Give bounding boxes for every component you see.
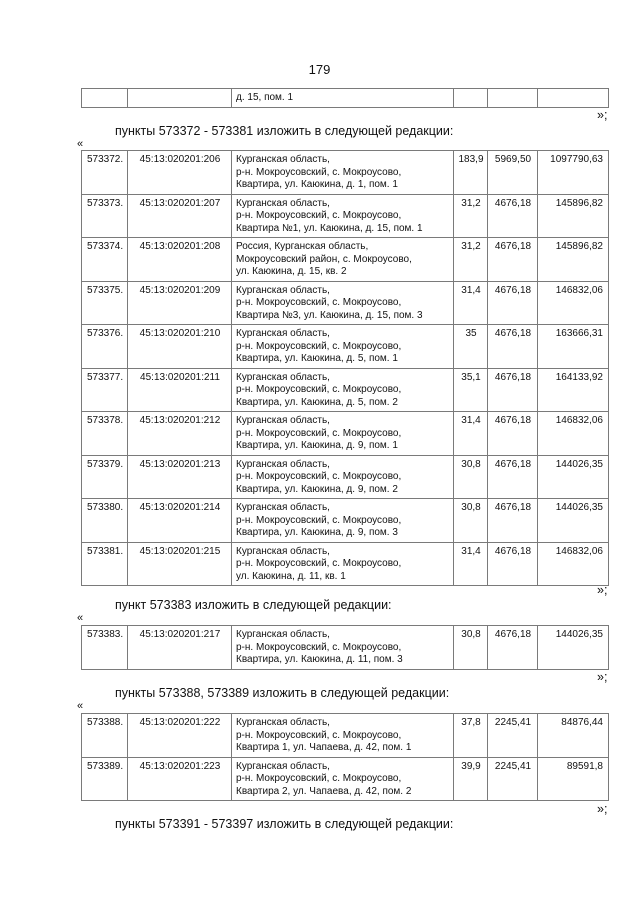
rate-cell: 4676,18 — [488, 542, 538, 586]
close-quote: »; — [597, 802, 608, 816]
section-instruction: пункты 573391 - 573397 изложить в следующей редакции: — [115, 817, 454, 831]
table-row — [82, 714, 609, 758]
section-instruction: пункты 573388, 573389 изложить в следующей редакции: — [115, 686, 450, 700]
cadastral-value-cell: 146832,06 — [538, 412, 609, 456]
item-number-cell: 573375. — [82, 281, 128, 325]
address-cell: Курганская область, р-н. Мокроусовский, с. Мокроусово, Квартира 2, ул. Чапаева, д. 42, пом. 2 — [232, 757, 454, 801]
cadastral-number-cell: 45:13:020201:206 — [128, 151, 232, 195]
area-cell: 31,2 — [454, 194, 488, 238]
rate-cell: 4676,18 — [488, 368, 538, 412]
cadastral-number-cell: 45:13:020201:213 — [128, 455, 232, 499]
rate-cell: 4676,18 — [488, 412, 538, 456]
address-cell: Россия, Курганская область, Мокроусовский район, с. Мокроусово, ул. Каюкина, д. 15, кв. 2 — [232, 238, 454, 282]
open-quote: « — [77, 612, 84, 624]
rate-cell: 4676,18 — [488, 455, 538, 499]
area-cell: 31,2 — [454, 238, 488, 282]
cadastral-value-cell: 163666,31 — [538, 325, 609, 369]
address-cell: Курганская область, р-н. Мокроусовский, с. Мокроусово, ул. Каюкина, д. 11, кв. 1 — [232, 542, 454, 586]
address-cell: Курганская область, р-н. Мокроусовский, с. Мокроусово, Квартира №3, ул. Каюкина, д. 15, пом. 3 — [232, 281, 454, 325]
item-number-cell: 573383. — [82, 626, 128, 670]
rate-cell: 4676,18 — [488, 626, 538, 670]
cadastral-number-cell: 45:13:020201:215 — [128, 542, 232, 586]
item-number-cell: 573372. — [82, 151, 128, 195]
rate-cell: 4676,18 — [488, 499, 538, 543]
cadastral-number-cell: 45:13:020201:210 — [128, 325, 232, 369]
address-cell: Курганская область, р-н. Мокроусовский, с. Мокроусово, Квартира №1, ул. Каюкина, д. 15, пом. 1 — [232, 194, 454, 238]
cadastral-table — [81, 713, 609, 801]
cadastral-number-cell: 45:13:020201:214 — [128, 499, 232, 543]
item-number-cell: 573377. — [82, 368, 128, 412]
table-row — [82, 542, 609, 586]
cadastral-number-cell: 45:13:020201:217 — [128, 626, 232, 670]
area-cell: 30,8 — [454, 626, 488, 670]
table-row — [82, 412, 609, 456]
area-cell: 30,8 — [454, 499, 488, 543]
rate-cell: 4676,18 — [488, 194, 538, 238]
item-number-cell: 573388. — [82, 714, 128, 758]
rate-cell: 4676,18 — [488, 325, 538, 369]
cadastral-value-cell: 144026,35 — [538, 455, 609, 499]
address-cell: Курганская область, р-н. Мокроусовский, с. Мокроусово, Квартира, ул. Каюкина, д. 9, пом. 2 — [232, 455, 454, 499]
item-number-cell: 573374. — [82, 238, 128, 282]
table-row — [82, 194, 609, 238]
item-number-cell: 573373. — [82, 194, 128, 238]
address-cell: Курганская область, р-н. Мокроусовский, с. Мокроусово, Квартира, ул. Каюкина, д. 9, пом. 3 — [232, 499, 454, 543]
table-row — [82, 281, 609, 325]
rate-cell: 4676,18 — [488, 281, 538, 325]
open-quote: « — [77, 138, 84, 150]
cadastral-value-cell: 84876,44 — [538, 714, 609, 758]
rate-cell: 4676,18 — [488, 238, 538, 282]
rate-cell: 5969,50 — [488, 151, 538, 195]
cadastral-value-cell: 1097790,63 — [538, 151, 609, 195]
cadastral-value-cell: 89591,8 — [538, 757, 609, 801]
address-cell: Курганская область, р-н. Мокроусовский, с. Мокроусово, Квартира, ул. Каюкина, д. 5, пом. 2 — [232, 368, 454, 412]
cadastral-value-cell: 144026,35 — [538, 626, 609, 670]
table-row — [82, 455, 609, 499]
continued-table — [81, 88, 609, 108]
cadastral-number-cell: 45:13:020201:223 — [128, 757, 232, 801]
address-cell: д. 15, пом. 1 — [232, 89, 454, 108]
item-number-cell: 573381. — [82, 542, 128, 586]
address-cell: Курганская область, р-н. Мокроусовский, с. Мокроусово, Квартира, ул. Каюкина, д. 5, пом. 1 — [232, 325, 454, 369]
cadastral-number-cell: 45:13:020201:212 — [128, 412, 232, 456]
table-row — [82, 757, 609, 801]
page-number: 179 — [308, 62, 331, 77]
cadastral-number-cell: 45:13:020201:209 — [128, 281, 232, 325]
table-row — [82, 626, 609, 670]
area-cell: 183,9 — [454, 151, 488, 195]
address-cell: Курганская область, р-н. Мокроусовский, с. Мокроусово, Квартира, ул. Каюкина, д. 11, пом. 3 — [232, 626, 454, 670]
area-cell: 37,8 — [454, 714, 488, 758]
area-cell: 31,4 — [454, 281, 488, 325]
item-number-cell: 573379. — [82, 455, 128, 499]
cadastral-value-cell: 164133,92 — [538, 368, 609, 412]
area-cell: 39,9 — [454, 757, 488, 801]
area-cell: 30,8 — [454, 455, 488, 499]
table-row — [82, 238, 609, 282]
item-number-cell: 573389. — [82, 757, 128, 801]
cadastral-value-cell: 146832,06 — [538, 281, 609, 325]
table-row — [82, 151, 609, 195]
table-row — [82, 89, 609, 108]
cadastral-number-cell: 45:13:020201:207 — [128, 194, 232, 238]
table-row — [82, 499, 609, 543]
address-cell: Курганская область, р-н. Мокроусовский, с. Мокроусово, Квартира 1, ул. Чапаева, д. 42, пом. 1 — [232, 714, 454, 758]
section-instruction: пункты 573372 - 573381 изложить в следующей редакции: — [115, 124, 454, 138]
cadastral-number-cell: 45:13:020201:211 — [128, 368, 232, 412]
item-number-cell: 573378. — [82, 412, 128, 456]
table-row — [82, 325, 609, 369]
area-cell: 31,4 — [454, 412, 488, 456]
cadastral-table — [81, 625, 609, 670]
close-quote: »; — [597, 670, 608, 684]
cadastral-number-cell: 45:13:020201:222 — [128, 714, 232, 758]
area-cell: 31,4 — [454, 542, 488, 586]
area-cell: 35 — [454, 325, 488, 369]
cadastral-value-cell: 144026,35 — [538, 499, 609, 543]
address-cell: Курганская область, р-н. Мокроусовский, с. Мокроусово, Квартира, ул. Каюкина, д. 1, пом. 1 — [232, 151, 454, 195]
close-quote: »; — [597, 583, 608, 597]
close-quote: »; — [597, 108, 608, 122]
table-row — [82, 368, 609, 412]
cadastral-value-cell: 146832,06 — [538, 542, 609, 586]
cadastral-number-cell: 45:13:020201:208 — [128, 238, 232, 282]
area-cell: 35,1 — [454, 368, 488, 412]
item-number-cell: 573380. — [82, 499, 128, 543]
rate-cell: 2245,41 — [488, 757, 538, 801]
cadastral-value-cell: 145896,82 — [538, 238, 609, 282]
cadastral-table — [81, 150, 609, 586]
open-quote: « — [77, 700, 84, 712]
rate-cell: 2245,41 — [488, 714, 538, 758]
address-cell: Курганская область, р-н. Мокроусовский, с. Мокроусово, Квартира, ул. Каюкина, д. 9, пом. 1 — [232, 412, 454, 456]
cadastral-value-cell: 145896,82 — [538, 194, 609, 238]
section-instruction: пункт 573383 изложить в следующей редакции: — [115, 598, 392, 612]
item-number-cell: 573376. — [82, 325, 128, 369]
